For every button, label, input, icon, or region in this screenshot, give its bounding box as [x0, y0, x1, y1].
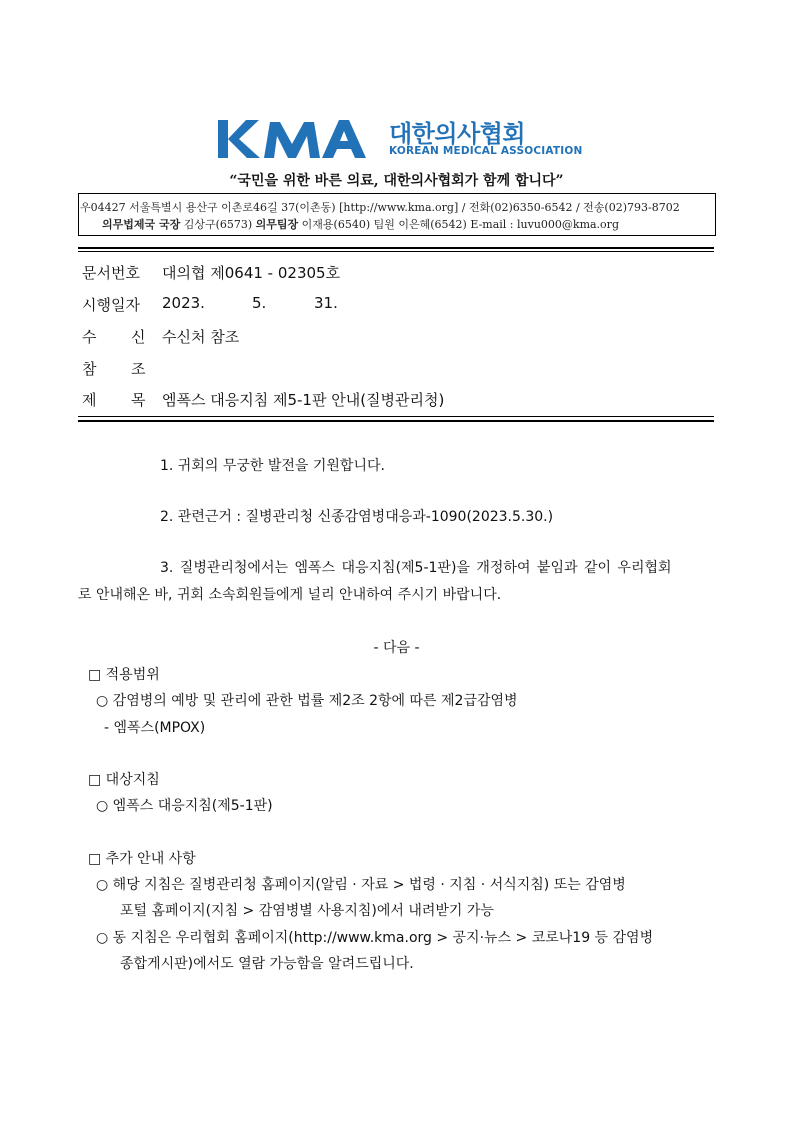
next-heading: - 다음 - [373, 640, 420, 656]
section-1-item-1: ○ 감염병의 예방 및 관리에 관한 법률 제2조 2항에 따른 제2급감염병 [96, 693, 518, 709]
header-rule-top-2 [78, 251, 714, 252]
section-3-item-2-line-1: ○ 동 지침은 우리협회 홈페이지(http://www.kma.org > 공지·뉴스 > 코로나19 등 감염병 [96, 930, 654, 946]
paragraph-3-line-1: 3. 질병관리청에서는 엠폭스 대응지침(제5-1판)을 개정하여 붙임과 같이 우리협회 [160, 560, 672, 576]
slogan: “국민을 위한 바른 의료, 대한의사협회가 함께 합니다” [229, 173, 564, 189]
section-1-sub-1: - 엠폭스(MPOX) [104, 720, 206, 736]
contact-team: 이재용(6540) 팀원 이은혜(6542) E-mail : luvu000@kma.org [298, 218, 619, 231]
paragraph-3-line-2: 로 안내해온 바, 귀회 소속회원들에게 널리 안내하여 주시기 바랍니다. [78, 587, 502, 603]
kma-logo-mark [218, 118, 378, 160]
contact-label-team-lead: 의무팀장 [255, 218, 299, 231]
section-2-title: □ 대상지침 [88, 772, 160, 788]
date-day: 31. [314, 294, 338, 312]
to-label-1: 수 [82, 328, 97, 346]
section-1-title: □ 적용범위 [88, 667, 160, 683]
ref-label-2: 조 [131, 360, 146, 378]
section-3-item-2-line-2: 종합게시판)에서도 열람 가능함을 알려드립니다. [120, 956, 414, 972]
date-month: 5. [252, 294, 267, 312]
section-2-item-1: ○ 엠폭스 대응지침(제5-1판) [96, 798, 273, 814]
section-3-title: □ 추가 안내 사항 [88, 851, 196, 867]
contact-address: 우04427 서울특별시 용산구 이촌로46길 37(이촌동) [http://www.kma.org] / 전화(02)6350-6542 / 전송(02)793-8702 [80, 201, 680, 214]
subject-label-2: 목 [131, 391, 146, 409]
doc-no-label: 문서번호 [82, 264, 140, 282]
contact-director: 김상구(6573) [180, 218, 256, 231]
header-rule-top [78, 247, 714, 249]
section-3-item-1-line-2: 포털 홈페이지(지침 > 감염병별 사용지침)에서 내려받기 가능 [120, 903, 494, 919]
header-rule-bottom-2 [78, 420, 714, 422]
to-label-2: 신 [131, 328, 146, 346]
paragraph-2: 2. 관련근거 : 질병관리청 신종감염병대응과-1090(2023.5.30.) [160, 509, 554, 525]
contact-staff [102, 216, 619, 232]
org-name-ko: 대한의사협회 [389, 120, 526, 148]
subject-label-1: 제 [82, 391, 97, 409]
header-rule-bottom [78, 416, 714, 417]
org-name-en: KOREAN MEDICAL ASSOCIATION [389, 145, 583, 157]
date-year: 2023. [162, 294, 205, 312]
date-label: 시행일자 [82, 296, 140, 314]
subject: 엠폭스 대응지침 제5-1판 안내(질병관리청) [162, 391, 445, 409]
paragraph-1: 1. 귀회의 무궁한 발전을 기원합니다. [160, 458, 385, 474]
section-3-item-1-line-1: ○ 해당 지침은 질병관리청 홈페이지(알림 · 자료 > 법령 · 지침 · 서식지침) 또는 감염병 [96, 877, 626, 893]
ref-label-1: 참 [82, 360, 97, 378]
to-value: 수신처 참조 [162, 328, 240, 346]
contact-label-director: 의무법제국 국장 [102, 218, 181, 231]
doc-no: 대의협 제0641 - 02305호 [162, 264, 341, 282]
